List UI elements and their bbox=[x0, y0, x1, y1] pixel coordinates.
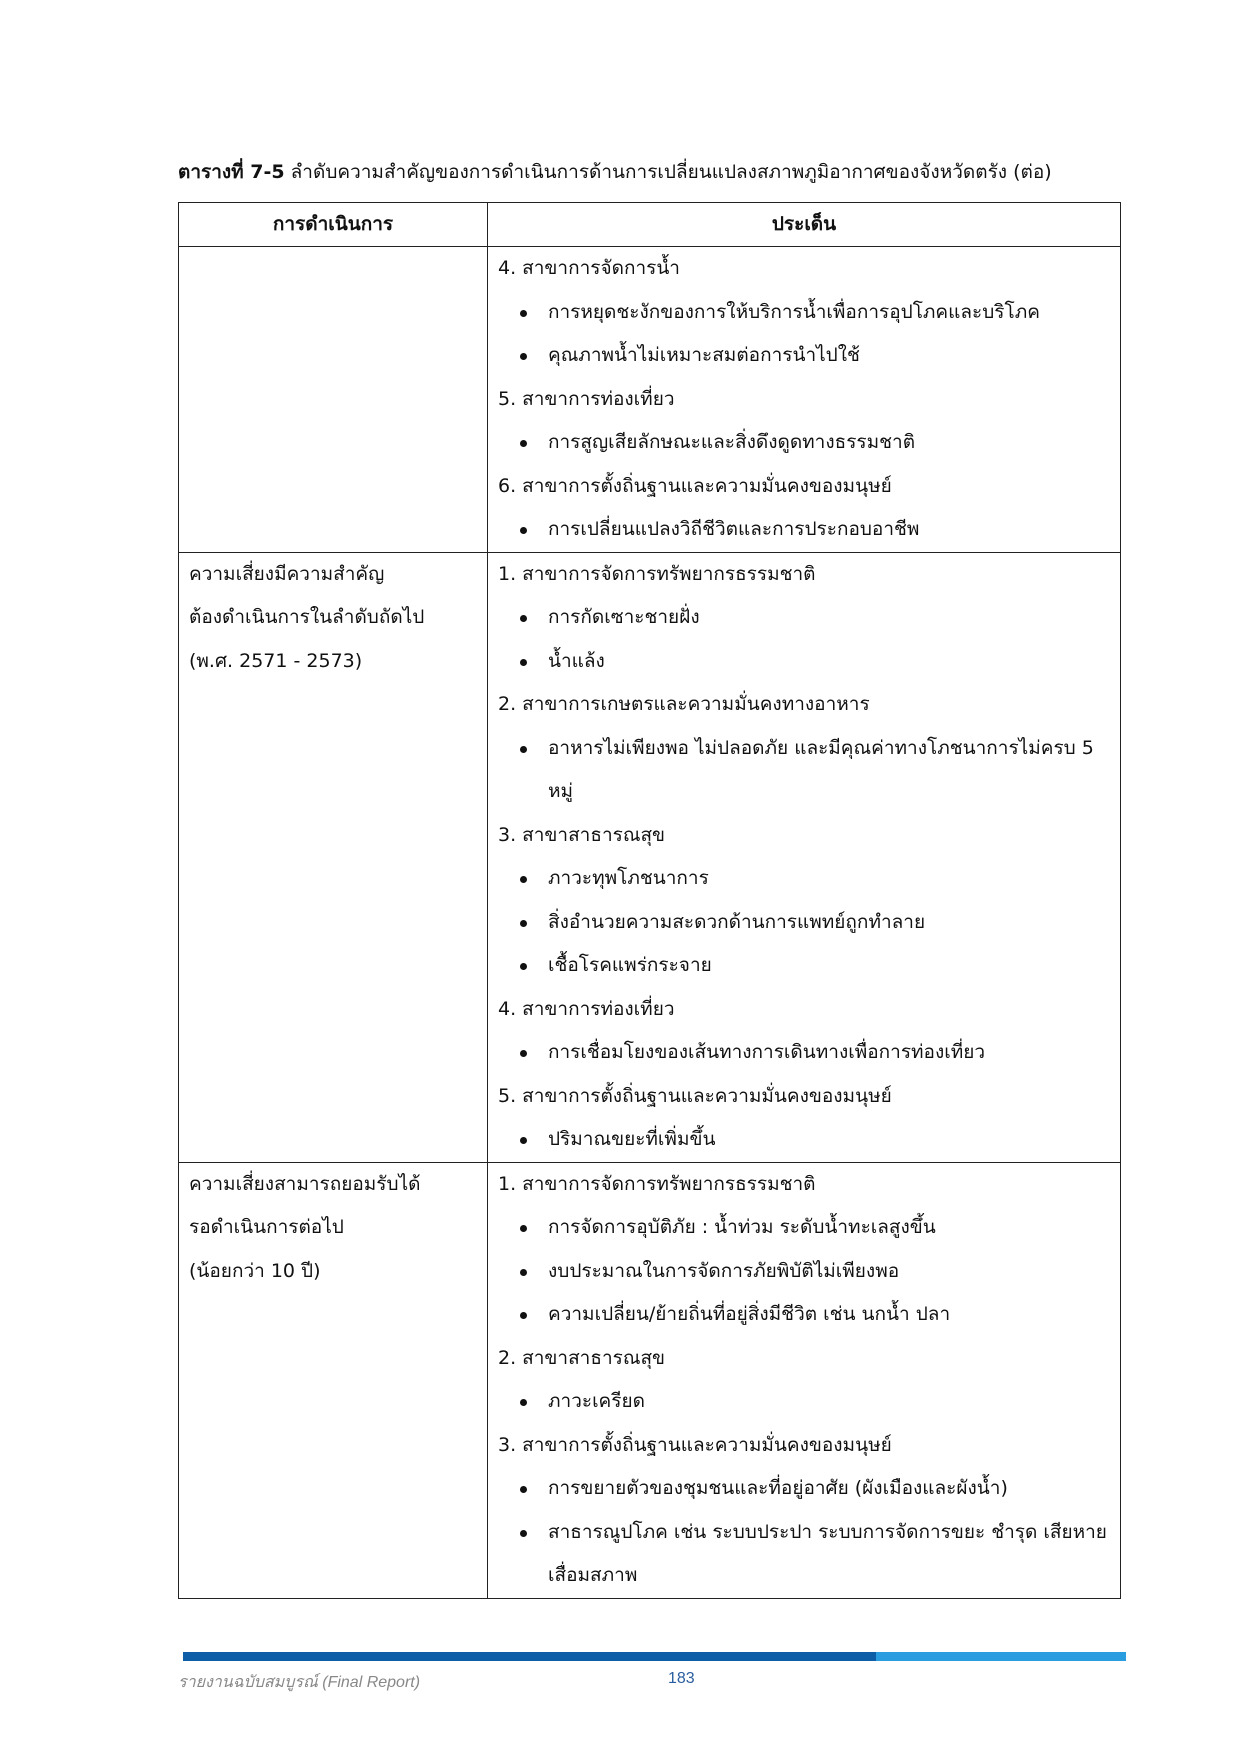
issue-cell bbox=[488, 552, 1121, 1162]
header-issue: ประเด็น bbox=[488, 203, 1121, 247]
issue-item: ภาวะทุพโภชนาการ bbox=[498, 857, 1120, 901]
caption-text: ลำดับความสำคัญของการดำเนินการด้านการเปลี่ยนแปลงสภาพภูมิอากาศของจังหวัดตรัง (ต่อ) bbox=[284, 161, 1052, 183]
issue-item: การเปลี่ยนแปลงวิถีชีวิตและการประกอบอาชีพ bbox=[498, 508, 1120, 552]
table-header-row bbox=[179, 203, 1121, 247]
issue-list bbox=[498, 1380, 1120, 1424]
sector-title: 6. สาขาการตั้งถิ่นฐานและความมั่นคงของมนุษย์ bbox=[498, 474, 892, 497]
issue-item: การเชื่อมโยงของเส้นทางการเดินทางเพื่อการท่องเที่ยว bbox=[498, 1031, 1120, 1075]
sector-title: 2. สาขาสาธารณสุข bbox=[498, 1346, 666, 1369]
issue-item: การหยุดชะงักของการให้บริการน้ำเพื่อการอุปโภคและบริโภค bbox=[498, 291, 1120, 335]
priority-table bbox=[178, 202, 1121, 1599]
action-line: รอดำเนินการต่อไป bbox=[189, 1216, 344, 1238]
issue-item: อาหารไม่เพียงพอ ไม่ปลอดภัย และมีคุณค่าทางโภชนาการไม่ครบ 5 หมู่ bbox=[498, 727, 1120, 814]
issue-list bbox=[498, 508, 1120, 552]
table-body bbox=[179, 247, 1121, 1599]
sector-title: 5. สาขาการตั้งถิ่นฐานและความมั่นคงของมนุษย์ bbox=[498, 1084, 892, 1107]
sector-title: 5. สาขาการท่องเที่ยว bbox=[498, 387, 675, 410]
issue-item: การสูญเสียลักษณะและสิ่งดึงดูดทางธรรมชาติ bbox=[498, 421, 1120, 465]
issue-list bbox=[498, 596, 1120, 683]
table-caption bbox=[178, 158, 1138, 186]
sector-title: 4. สาขาการจัดการน้ำ bbox=[498, 257, 680, 279]
table-row bbox=[179, 247, 1121, 553]
table-row bbox=[179, 1162, 1121, 1598]
sector-title: 1. สาขาการจัดการทรัพยากรธรรมชาติ bbox=[498, 562, 816, 585]
issue-list bbox=[498, 421, 1120, 465]
issue-item: ปริมาณขยะที่เพิ่มขึ้น bbox=[498, 1118, 1120, 1162]
header-action: การดำเนินการ bbox=[179, 203, 488, 247]
action-cell bbox=[179, 1162, 488, 1598]
issue-item: สิ่งอำนวยความสะดวกด้านการแพทย์ถูกทำลาย bbox=[498, 901, 1120, 945]
action-cell bbox=[179, 247, 488, 553]
issue-item: สาธารณูปโภค เช่น ระบบประปา ระบบการจัดการขยะ ชำรุด เสียหาย เสื่อมสภาพ bbox=[498, 1511, 1120, 1598]
sector-title: 3. สาขาการตั้งถิ่นฐานและความมั่นคงของมนุษย์ bbox=[498, 1433, 892, 1456]
sector-title: 4. สาขาการท่องเที่ยว bbox=[498, 997, 675, 1020]
issue-list bbox=[498, 291, 1120, 378]
footer-report-title: รายงานฉบับสมบูรณ์ (Final Report) bbox=[178, 1674, 421, 1691]
issue-item: ความเปลี่ยน/ย้ายถิ่นที่อยู่สิ่งมีชีวิต เช่น นกน้ำ ปลา bbox=[498, 1293, 1120, 1337]
issue-cell bbox=[488, 247, 1121, 553]
issue-item: การขยายตัวของชุมชนและที่อยู่อาศัย (ผังเมืองและผังน้ำ) bbox=[498, 1467, 1120, 1511]
issue-item: งบประมาณในการจัดการภัยพิบัติไม่เพียงพอ bbox=[498, 1250, 1120, 1294]
issue-item: เชื้อโรคแพร่กระจาย bbox=[498, 944, 1120, 988]
action-line: ความเสี่ยงสามารถยอมรับได้ bbox=[189, 1172, 421, 1195]
issue-item: การจัดการอุบัติภัย : น้ำท่วม ระดับน้ำทะเลสูงขึ้น bbox=[498, 1206, 1120, 1250]
table-row bbox=[179, 552, 1121, 1162]
sector-title: 1. สาขาการจัดการทรัพยากรธรรมชาติ bbox=[498, 1172, 816, 1195]
issue-item: การกัดเซาะชายฝั่ง bbox=[498, 596, 1120, 640]
action-line: ต้องดำเนินการในลำดับถัดไป bbox=[189, 606, 425, 628]
issue-list bbox=[498, 1206, 1120, 1337]
sector-title: 3. สาขาสาธารณสุข bbox=[498, 823, 666, 846]
issue-list bbox=[498, 1118, 1120, 1162]
issue-list bbox=[498, 727, 1120, 814]
action-line: (น้อยกว่า 10 ปี) bbox=[189, 1259, 321, 1282]
footer-bar bbox=[183, 1652, 1126, 1661]
issue-list bbox=[498, 1031, 1120, 1075]
sector-title: 2. สาขาการเกษตรและความมั่นคงทางอาหาร bbox=[498, 693, 870, 715]
issue-list bbox=[498, 857, 1120, 988]
action-cell bbox=[179, 552, 488, 1162]
issue-cell bbox=[488, 1162, 1121, 1598]
action-line: ความเสี่ยงมีความสำคัญ bbox=[189, 562, 385, 585]
issue-item: น้ำแล้ง bbox=[498, 640, 1120, 684]
action-line: (พ.ศ. 2571 - 2573) bbox=[189, 649, 363, 672]
page-number: 183 bbox=[668, 1670, 695, 1687]
issue-list bbox=[498, 1467, 1120, 1598]
caption-label: ตารางที่ 7-5 bbox=[178, 161, 285, 183]
issue-item: ภาวะเครียด bbox=[498, 1380, 1120, 1424]
issue-item: คุณภาพน้ำไม่เหมาะสมต่อการนำไปใช้ bbox=[498, 334, 1120, 378]
